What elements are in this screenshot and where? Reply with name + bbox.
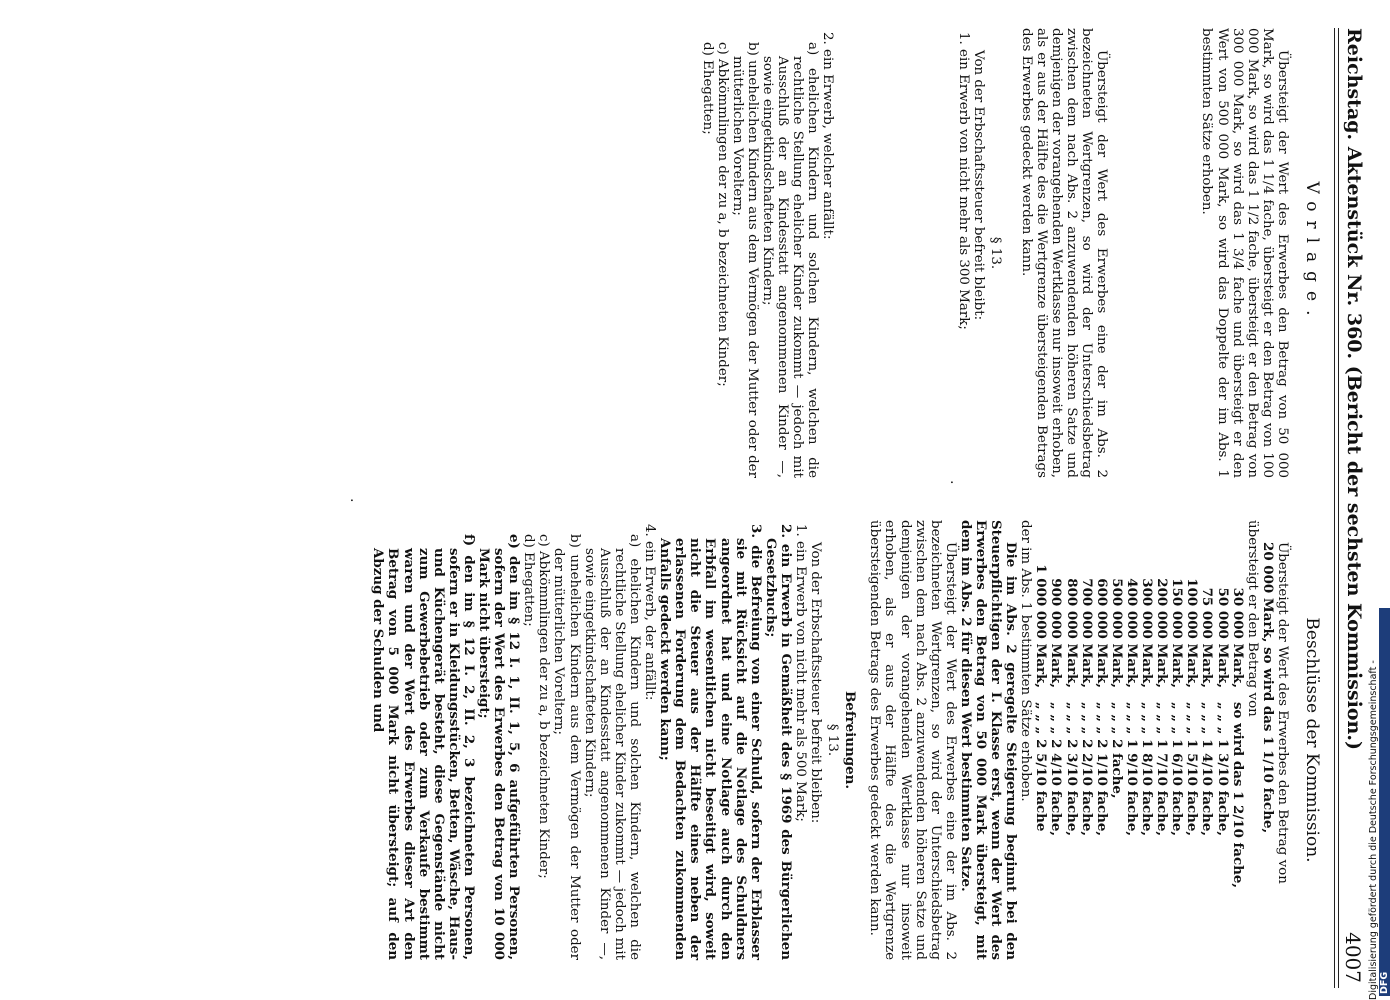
rate-amount: 1 000 000 Mark,: [1033, 564, 1050, 688]
section-intro: Von der Erbschaftssteuer befreit bleibt:: [970, 50, 986, 321]
list-subitem: c) Abkömmlingen der zu a, b bezeichneten Kinder;: [714, 42, 730, 387]
rate-row: [1094, 558, 1109, 960]
rate-result: „ „ „ 2 4/10 fache,: [1048, 702, 1065, 837]
paragraph: Übersteigt der Wert des Erwerbes eine der im Abs. 2 bezeichneten Wertgrenzen, so wird der Unterschiedsbetrag zwischen dem nach Abs. 2 anzuwendenden höheren Satze und demjenigen der vorangehenden Wertklasse nur insoweit erhoben, als er aus der Hälfte des die Wertgrenze übersteigenden Betrags des Erwerbes gedeckt werden kann.: [867, 520, 958, 960]
rate-amount: 400 000 Mark,: [1123, 578, 1140, 688]
rate-amount: 200 000 Mark,: [1154, 578, 1171, 688]
rate-result: „ „ „ 2 fache,: [1108, 702, 1125, 799]
rate-amount: 150 000 Mark,: [1169, 578, 1186, 688]
list-item: 3. die Befreiung von einer Schuld, sofern der Erblasser sie mit Rücksicht auf die Notlage des Schuldners angeordnet hat und eine Notlage auch durch den Erbfall im wesentlichen nicht beseitigt wird, soweit nicht die Steuer aus der Hälfte eines neben der erlassenen Forderung dem Bedachten zukommenden Anfalls gedeckt werden kann;: [657, 524, 764, 960]
column-title-vorlage: Vorlage.: [1302, 181, 1322, 325]
column-beschluesse: [370, 520, 1323, 960]
rate-table: [1033, 558, 1244, 960]
spacer: [836, 28, 956, 478]
list-subitem: d) Ehegatten;: [699, 42, 715, 135]
paragraph: Übersteigt der Wert des Erwerbes den Betrag von: [1274, 542, 1290, 884]
rate-row: [1033, 558, 1048, 960]
rate-amount: 900 000 Mark,: [1048, 578, 1065, 688]
rate-amount: 50 000 Mark,: [1214, 587, 1231, 688]
list-subitem: e) den im § 12 I. 1, II. 1, 5, 6 aufgeführten Personen, sofern der Wert des Erwerbes den Betrag von 10 000 Mark nicht übersteigt;: [476, 534, 523, 960]
list-subitem: b) unehelichen Kindern aus dem Vermögen der Mutter oder der mütterlichen Voreltern;: [551, 534, 582, 960]
rate-row: [1214, 558, 1229, 960]
ink-dot: .: [347, 498, 363, 503]
list-subitem: d) Ehegatten;: [521, 534, 537, 627]
list-item: 1. ein Erwerb von nicht mehr als 500 Mark;: [793, 524, 808, 822]
list-subitem: f) den im § 12 I. 2, II. 2, 3 bezeichneten Personen, sofern er in Kleidungsstücken, Betten, Wäsche, Haus- und Küchengerät besteht, diese Gegenstände nicht zum Gewerbebetrieb oder zum Verkaufe bestimmt waren und der Wert des Erwerbes dieser Art den Betrag von 5 000 Mark nicht übersteigt; auf den Abzug der Schulden und: [370, 534, 477, 960]
subheading-befreiungen: Befreiungen.: [842, 690, 859, 789]
rate-row: [1109, 558, 1124, 960]
paragraph: übersteigt er den Betrag von: [1244, 520, 1260, 717]
rate-result: „ „ „ 2 3/10 fache,: [1063, 702, 1080, 837]
rate-row: [1230, 558, 1245, 960]
rate-row: [1124, 558, 1139, 960]
rate-result: „ „ „ 2 1/10 fache,: [1093, 702, 1110, 837]
rate-row: [1064, 558, 1079, 960]
paragraph: Übersteigt der Wert des Erwerbes den Betrag von 50 000 Mark, so wird das 1 1/4 fache, übersteigt er den Betrag von 100 000 Mark, so wird das 1 1/2 fache, übersteigt er den Betrag von 300 000 Mark, so wird das 1 3/4 fache und übersteigt er den Wert von 500 000 Mark, so wird das Doppelte der im Abs. 1 bestimmten Sätze erhoben.: [1199, 28, 1290, 478]
footnote-line: [1368, 608, 1390, 1000]
header-rule-2: [1334, 28, 1335, 988]
rate-amount: 300 000 Mark,: [1139, 578, 1156, 688]
section-heading: § 13.: [987, 236, 1003, 270]
rate-amount: 500 000 Mark,: [1108, 578, 1125, 688]
rate-row: [1199, 558, 1214, 960]
rate-row: [1154, 558, 1169, 960]
rate-amount: 800 000 Mark,: [1063, 578, 1080, 688]
rate-amount: 600 000 Mark,: [1093, 578, 1110, 688]
rate-row: [1048, 558, 1063, 960]
rate-result: „ „ „ 1 3/10 fache,: [1214, 702, 1231, 837]
list-subitem: b) unehelichen Kindern aus dem Vermögen der Mutter oder der mütterlichen Voreltern;: [729, 42, 761, 478]
list-item: 2. ein Erwerb, welcher anfällt:: [820, 32, 836, 240]
rate-row: [1139, 558, 1154, 960]
rate-result: „ „ „ 2 5/10 fache: [1033, 702, 1050, 832]
paragraph: der im Abs. 1 bestimmten Sätze erhoben.: [1018, 520, 1034, 802]
paragraph: Die im Abs. 2 geregelte Steigerung beginnt bei den Steuerpflichtigen der I. Klasse erst, wenn der Wert des Erwerbes den Betrag von 50 000 Mark übersteigt, mit dem im Abs. 2 für diesen Wert bestimmten Satze.: [957, 520, 1020, 960]
rate-row: [1169, 558, 1184, 960]
rate-amount: 75 000 Mark,: [1199, 587, 1216, 688]
section-heading: § 13.: [825, 723, 841, 757]
rate-result: so wird das 1 2/10 fache,: [1229, 702, 1246, 889]
rate-amount: 700 000 Mark,: [1078, 578, 1095, 688]
dfg-logo: DFG: [1379, 608, 1390, 996]
rate-result: „ „ „ 1 4/10 fache,: [1199, 702, 1216, 837]
rate-result: „ „ „ 1 6/10 fache,: [1169, 702, 1186, 837]
ink-dot: .: [947, 480, 963, 485]
list-subitem: a) ehelichen Kindern und solchen Kindern, welchen die rechtliche Stellung ehelicher Kinder zukommt — jedoch mit Ausschluß der an Kindesstatt angenommenen Kinder —, sowie eingetkindschafteten Kindern;: [760, 42, 821, 478]
rate-result: „ „ „ 2 2/10 fache,: [1078, 702, 1095, 837]
column-vorlage: [700, 28, 1323, 478]
footnote: [1368, 608, 1390, 1000]
section-intro: Von der Erbschaftssteuer befreit bleiben:: [808, 542, 824, 824]
rate-row: [1079, 558, 1094, 960]
rate-first: 20 000 Mark, so wird das 1 1/10 fache,: [1259, 542, 1276, 834]
list-subitem: a) ehelichen Kindern und solchen Kindern, welchen die rechtliche Stellung ehelicher Kinder zukommt — jedoch mit Ausschluß der an Kindesstatt angenommenen Kinder —, sowie eingetkindschafteten Kindern;: [581, 534, 642, 960]
footnote-text: Digitalisierung gefördert durch die Deutsche Forschungsgemeinschaft -: [1368, 660, 1379, 1000]
header-title: Reichstag. Aktenstück Nr. 360. (Bericht der sechsten Kommission.): [1343, 28, 1365, 750]
rate-amount: 30 000 Mark,: [1229, 587, 1246, 688]
paragraph: Übersteigt der Wert des Erwerbes eine der im Abs. 2 bezeichneten Wertgrenzen, so wird der Unterschiedsbetrag zwischen dem nach Abs. 2 anzuwendenden höheren Satze und demjenigen der vorangehenden Wertklasse nur insoweit erhoben, als er aus der Hälfte des die Wertgrenze übersteigenden Betrags des Erwerbes gedeckt werden kann.: [1018, 28, 1110, 478]
rate-amount: 100 000 Mark,: [1184, 578, 1201, 688]
list-item: 2. ein Erwerb in Gemäßheit des § 1969 des Bürgerlichen Gesetzbuchs;: [762, 524, 794, 960]
rate-result: „ „ „ 1 7/10 fache,: [1154, 702, 1171, 837]
rate-row: [1184, 558, 1199, 960]
page-header: [1337, 28, 1371, 983]
column-title-beschluesse: Beschlüsse der Kommission.: [1302, 617, 1322, 863]
list-item: 4. ein Erwerb, der anfällt:: [642, 524, 658, 701]
header-rule: [1338, 28, 1339, 988]
rate-result: „ „ „ 1 5/10 fache,: [1184, 702, 1201, 837]
rate-result: „ „ „ 1 8/10 fache,: [1139, 702, 1156, 837]
rate-result: „ „ „ 1 9/10 fache,: [1123, 702, 1140, 837]
spacer: [1109, 28, 1199, 478]
page-number: 4007: [1341, 932, 1365, 983]
list-subitem: c) Abkömmlingen der zu a, b bezeichneten Kinder;: [536, 534, 552, 879]
list-item: 1. ein Erwerb von nicht mehr als 300 Mark;: [955, 32, 971, 330]
